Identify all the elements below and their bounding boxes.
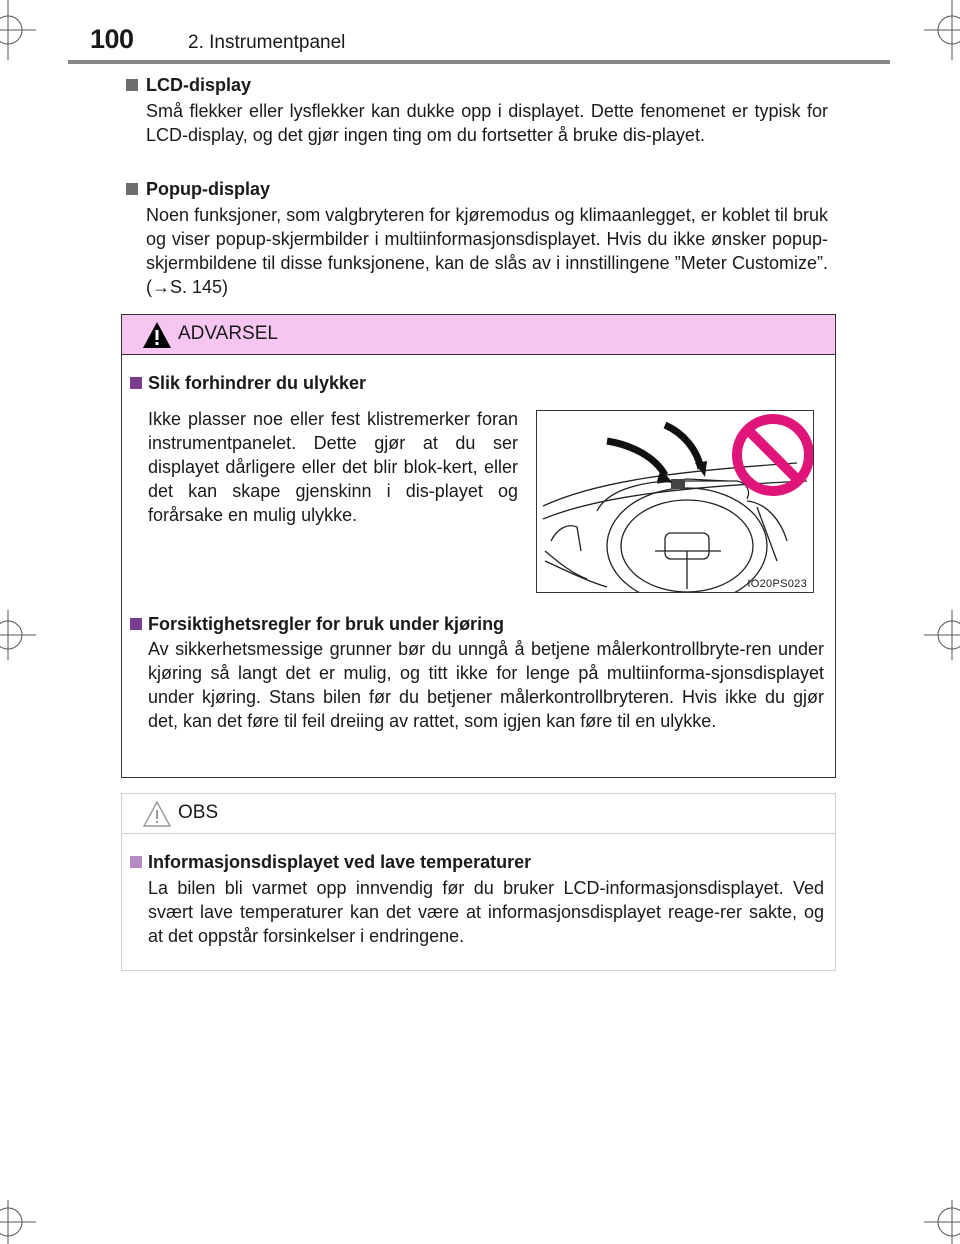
crop-mark-top-left — [0, 0, 40, 60]
section-title-text: LCD-display — [146, 75, 252, 95]
warning-item-title — [130, 371, 366, 395]
bullet-square-icon — [126, 79, 138, 91]
warning-item-title-text: Forsiktighetsregler for bruk under kjøring — [148, 614, 505, 634]
warning-triangle-icon — [142, 321, 172, 349]
warning-box — [121, 314, 836, 778]
crop-mark-bottom-left — [0, 1200, 40, 1244]
warning-label: ADVARSEL — [178, 323, 278, 344]
notice-header — [122, 794, 835, 834]
section-lcd-display — [126, 73, 828, 147]
notice-label: OBS — [178, 802, 219, 823]
crop-mark-top-right — [920, 0, 960, 60]
warning-item-title — [130, 612, 504, 636]
warning-item-body: Av sikkerhetsmessige grunner bør du unngå å betjene målerkontrollbryte-ren under kjøring så langt det er mulig, og titt ikke for lenge på multiinforma-sjonsdisplayet under kjøring. Stans bilen før du betjener målerkontrollbryteren. Hvis ikke du gjør det, kan det føre til feil dreiing av rattet, som igjen kan føre til en ulykke. — [148, 639, 824, 731]
caution-triangle-icon — [142, 800, 172, 828]
section-title-text: Popup-display — [146, 179, 271, 199]
warning-item-title-text: Slik forhindrer du ulykker — [148, 373, 367, 393]
crop-mark-bottom-right — [920, 1200, 960, 1244]
crop-mark-mid-right — [920, 610, 960, 660]
chapter-title: 2. Instrumentpanel — [188, 32, 346, 53]
bullet-square-icon — [126, 183, 138, 195]
section-title — [126, 73, 828, 97]
warning-item-body: Ikke plasser noe eller fest klistremerker foran instrumentpanelet. Dette gjør at du ser displayet dårligere eller det blir blok-kert, eller det kan skape gjenskinn i dis-playet og forårsake en mulig ulykke. — [148, 409, 518, 525]
warning-header — [122, 315, 835, 355]
bullet-square-icon — [130, 377, 142, 389]
section-body: Noen funksjoner, som valgbryteren for kjøremodus og klimaanlegget, er koblet til bruk og viser popup-skjermbilder i multiinformasjonsdisplayet. Hvis du ikke ønsker popup-skjermbildene til disse funksjonene, kan de slås av i innstillingene ”Meter Customize”. (→S. 145) — [146, 205, 828, 297]
page-number: 100 — [90, 24, 134, 54]
prohibition-icon — [737, 419, 809, 491]
section-title — [126, 177, 828, 201]
crop-mark-mid-left — [0, 610, 40, 660]
notice-box — [121, 793, 836, 971]
bullet-square-icon — [130, 618, 142, 630]
notice-item-title-text: Informasjonsdisplayet ved lave temperaturer — [148, 852, 532, 872]
dashboard-illustration — [536, 410, 814, 593]
notice-item-body: La bilen bli varmet opp innvendig før du bruker LCD-informasjonsdisplayet. Ved svært lave temperaturer kan det være at informasjonsdisplayet reage-rer sakte, og at det oppstår forsinkelser i endringene. — [148, 878, 824, 946]
bullet-square-icon — [130, 856, 142, 868]
notice-item-title — [130, 850, 531, 874]
dashboard-drawing — [537, 411, 813, 592]
section-popup-display — [126, 177, 828, 299]
header-rule — [68, 60, 890, 64]
section-body: Små flekker eller lysflekker kan dukke opp i displayet. Dette fenomenet er typisk for LCD-display, og det gjør ingen ting om du fortsetter å bruke dis-playet. — [146, 101, 828, 145]
figure-code: IO20PS023 — [747, 578, 807, 590]
